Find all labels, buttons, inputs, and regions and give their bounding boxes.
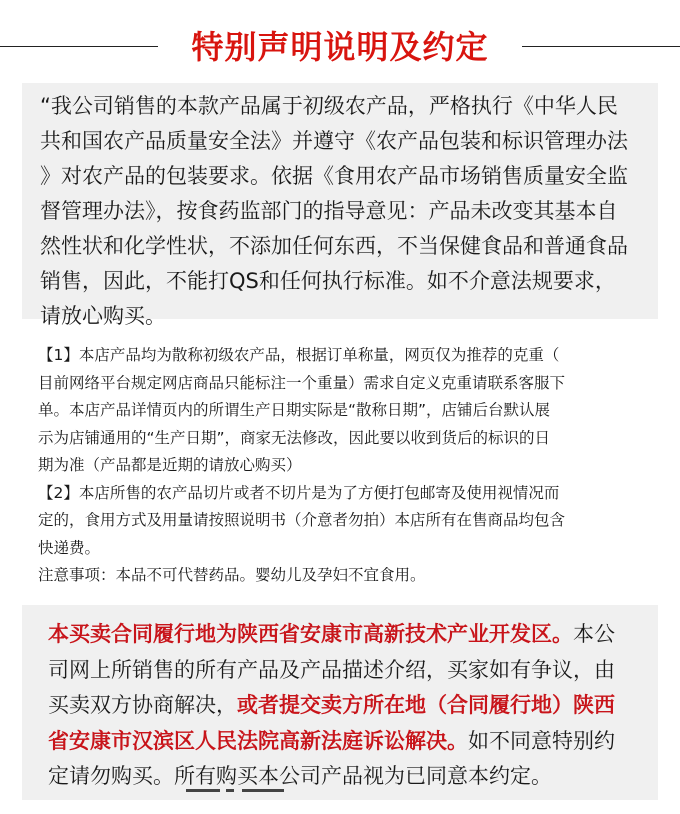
statement-line: 共和国农产品质量安全法》并遵守《农产品包装和标识管理办法: [40, 129, 628, 153]
statement-text: [40, 89, 648, 334]
note-line: 期为准（产品都是近期的请放心购买）: [38, 456, 302, 474]
decor-mark: [242, 789, 284, 792]
contract-panel: [22, 605, 658, 800]
statement-panel: [22, 83, 658, 328]
title-divider-left: [0, 46, 158, 47]
page-title: 特别声明说明及约定: [191, 28, 489, 66]
contract-emphasis: 省安康市汉滨区人民法院高新法庭诉讼解决。: [48, 728, 468, 753]
contract-text: [48, 617, 648, 795]
note-line: 快递费。: [38, 538, 101, 557]
contract-line: [48, 688, 648, 724]
contract-plain: 如不同意特别约: [468, 728, 615, 753]
decor-mark: [226, 789, 234, 792]
contract-plain: 本公: [573, 622, 615, 646]
contract-line: [48, 617, 648, 653]
note-line: 目前网络平台规定网店商品只能标注一个重量）需求自定义克重请联系客服下: [38, 373, 566, 392]
statement-line: “我公司销售的本款产品属于初级农产品，严格执行《中华人民: [40, 94, 618, 118]
statement-line: 督管理办法》，按食药监部门的指导意见：产品未改变其基本自: [40, 199, 618, 223]
statement-line: 请放心购买。: [40, 304, 166, 328]
contract-emphasis: 本买卖合同履行地为陕西省安康市高新技术产业开发区。: [48, 622, 573, 646]
contract-line: [48, 724, 648, 760]
contract-plain: 买卖双方协商解决，: [48, 693, 237, 717]
title-divider-right: [522, 46, 680, 47]
note-line: 单。本店产品详情页内的所谓生产日期实际是“散称日期”，店铺后台默认展: [38, 401, 551, 419]
caution-line: 注意事项：本品不可代替药品。婴幼儿及孕妇不宜食用。: [38, 566, 426, 584]
contract-line: 司网上所销售的所有产品及产品描述介绍，买家如有争议，由: [48, 657, 615, 682]
decor-mark: [186, 789, 220, 792]
note-line: 【2】本店所售的农产品切片或者不切片是为了方便打包邮寄及使用视情况而: [38, 483, 560, 502]
statement-line: 然性状和化学性状，不添加任何东西，不当保健食品和普通食品: [40, 234, 628, 258]
note-line: 示为店铺通用的“生产日期”，商家无法修改，因此要以收到货后的标识的日: [38, 428, 551, 447]
statement-line: 销售，因此，不能打QS和任何执行标准。如不介意法规要求，: [40, 269, 616, 293]
statement-line: 》对农产品的包装要求。依据《食用农产品市场销售质量安全监: [40, 164, 628, 188]
contract-emphasis: 或者提交卖方所在地（合同履行地）陕西: [237, 693, 615, 717]
contract-line: 定请勿购买。所有购买本公司产品视为已同意本约定。: [48, 764, 552, 788]
note-line: 【1】本店产品均为散称初级农产品，根据订单称量，网页仅为推荐的克重（: [38, 346, 560, 364]
note-line: 定的，食用方式及用量请按照说明书（介意者勿拍）本店所有在售商品均包含: [38, 511, 566, 529]
store-notes: [38, 342, 648, 590]
title-row: [0, 22, 680, 72]
